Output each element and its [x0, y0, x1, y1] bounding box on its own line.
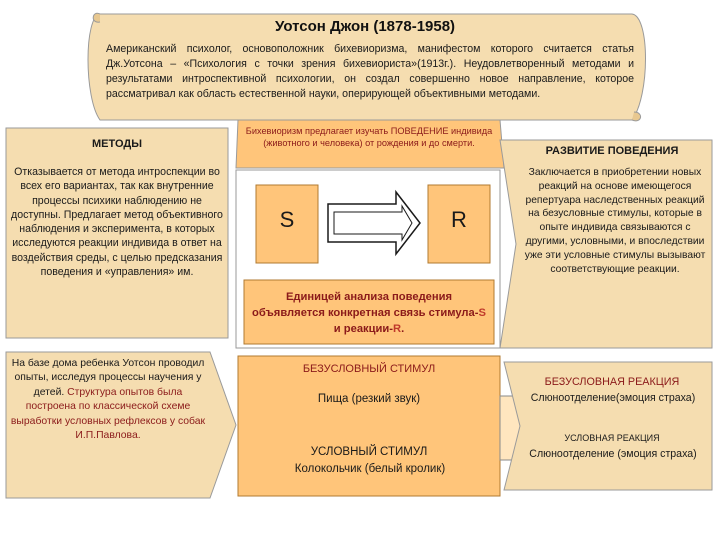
unconditioned-reaction-title: БЕЗУСЛОВНАЯ РЕАКЦИЯ: [544, 376, 680, 388]
conditioned-stimulus-title: УСЛОВНЫЙ СТИМУЛ: [310, 446, 428, 458]
unit-text-b: и реакции-: [333, 323, 394, 335]
s-label: S: [279, 207, 295, 232]
behaviorism-note: Бихевиоризм предлагает изучать ПОВЕДЕНИЕ индивида (животного и человека) от рождения и до смерти.: [245, 126, 493, 148]
conditioned-reaction-example: Слюноотделение (эмоция страха): [529, 448, 697, 460]
unconditioned-stimulus-example: Пища (резкий звук): [317, 393, 421, 405]
experiments-text-a: На базе дома ребенка Уотсон проводил опыты, исследуя процессы научения у детей.: [11, 358, 205, 398]
header-title: Уотсон Джон (1878-1958): [274, 18, 456, 35]
header-body: Американский психолог, основоположник бихевиоризма, манифестом которого считается статья Дж.Уотсона – «Психология с точки зрения бихевиориста»(1913г.). Неудовлетворенный методами и результатами интроспективной психологии, он создал совершенно новое направление, которое рассматривал как область естественной науки, оперирующей объективными методами.: [106, 43, 634, 100]
unconditioned-stimulus-title: БЕЗУСЛОВНЫЙ СТИМУЛ: [302, 363, 436, 375]
unconditioned-reaction-example: Слюноотделение(эмоция страха): [530, 392, 696, 404]
conditioned-stimulus-example: Колокольчик (белый кролик): [294, 463, 446, 475]
conditioned-reaction-title: УСЛОВНАЯ РЕАКЦИЯ: [564, 433, 660, 443]
unit-r: R: [393, 323, 402, 335]
development-title: РАЗВИТИЕ ПОВЕДЕНИЯ: [545, 145, 679, 157]
unit-text: [248, 289, 490, 337]
unit-s: S: [478, 307, 486, 319]
development-text: Заключается в приобретении новых реакций на основе имеющегося репертуара наследственных реакций на безусловные стимулы, которые в опыте индивида связываются с другими, условными, и впоследствии уже эти условные стимулы вызывают соответствующие реакции.: [524, 167, 706, 275]
methods-text: Отказывается от метода интроспекции во всех его вариантах, так как внутренние процессы психики наблюдению не доступны. Предлагает метод объективного наблюдения и эксперимента, в которых исследуются реакции индивида в ответ на воздействия среды, с целью предсказания поведения и «управления» им.: [11, 166, 223, 279]
r-label: R: [451, 207, 467, 232]
unit-text-c: .: [401, 323, 405, 335]
unit-text-a: Единицей анализа поведения объявляется конкретная связь стимула-: [252, 291, 479, 319]
methods-title: МЕТОДЫ: [92, 138, 142, 150]
experiments-text: [10, 357, 206, 443]
experiments-text-b: Структура опытов была построена по классической схеме выработки условных рефлексов у собак И.П.Павлова.: [10, 386, 206, 442]
